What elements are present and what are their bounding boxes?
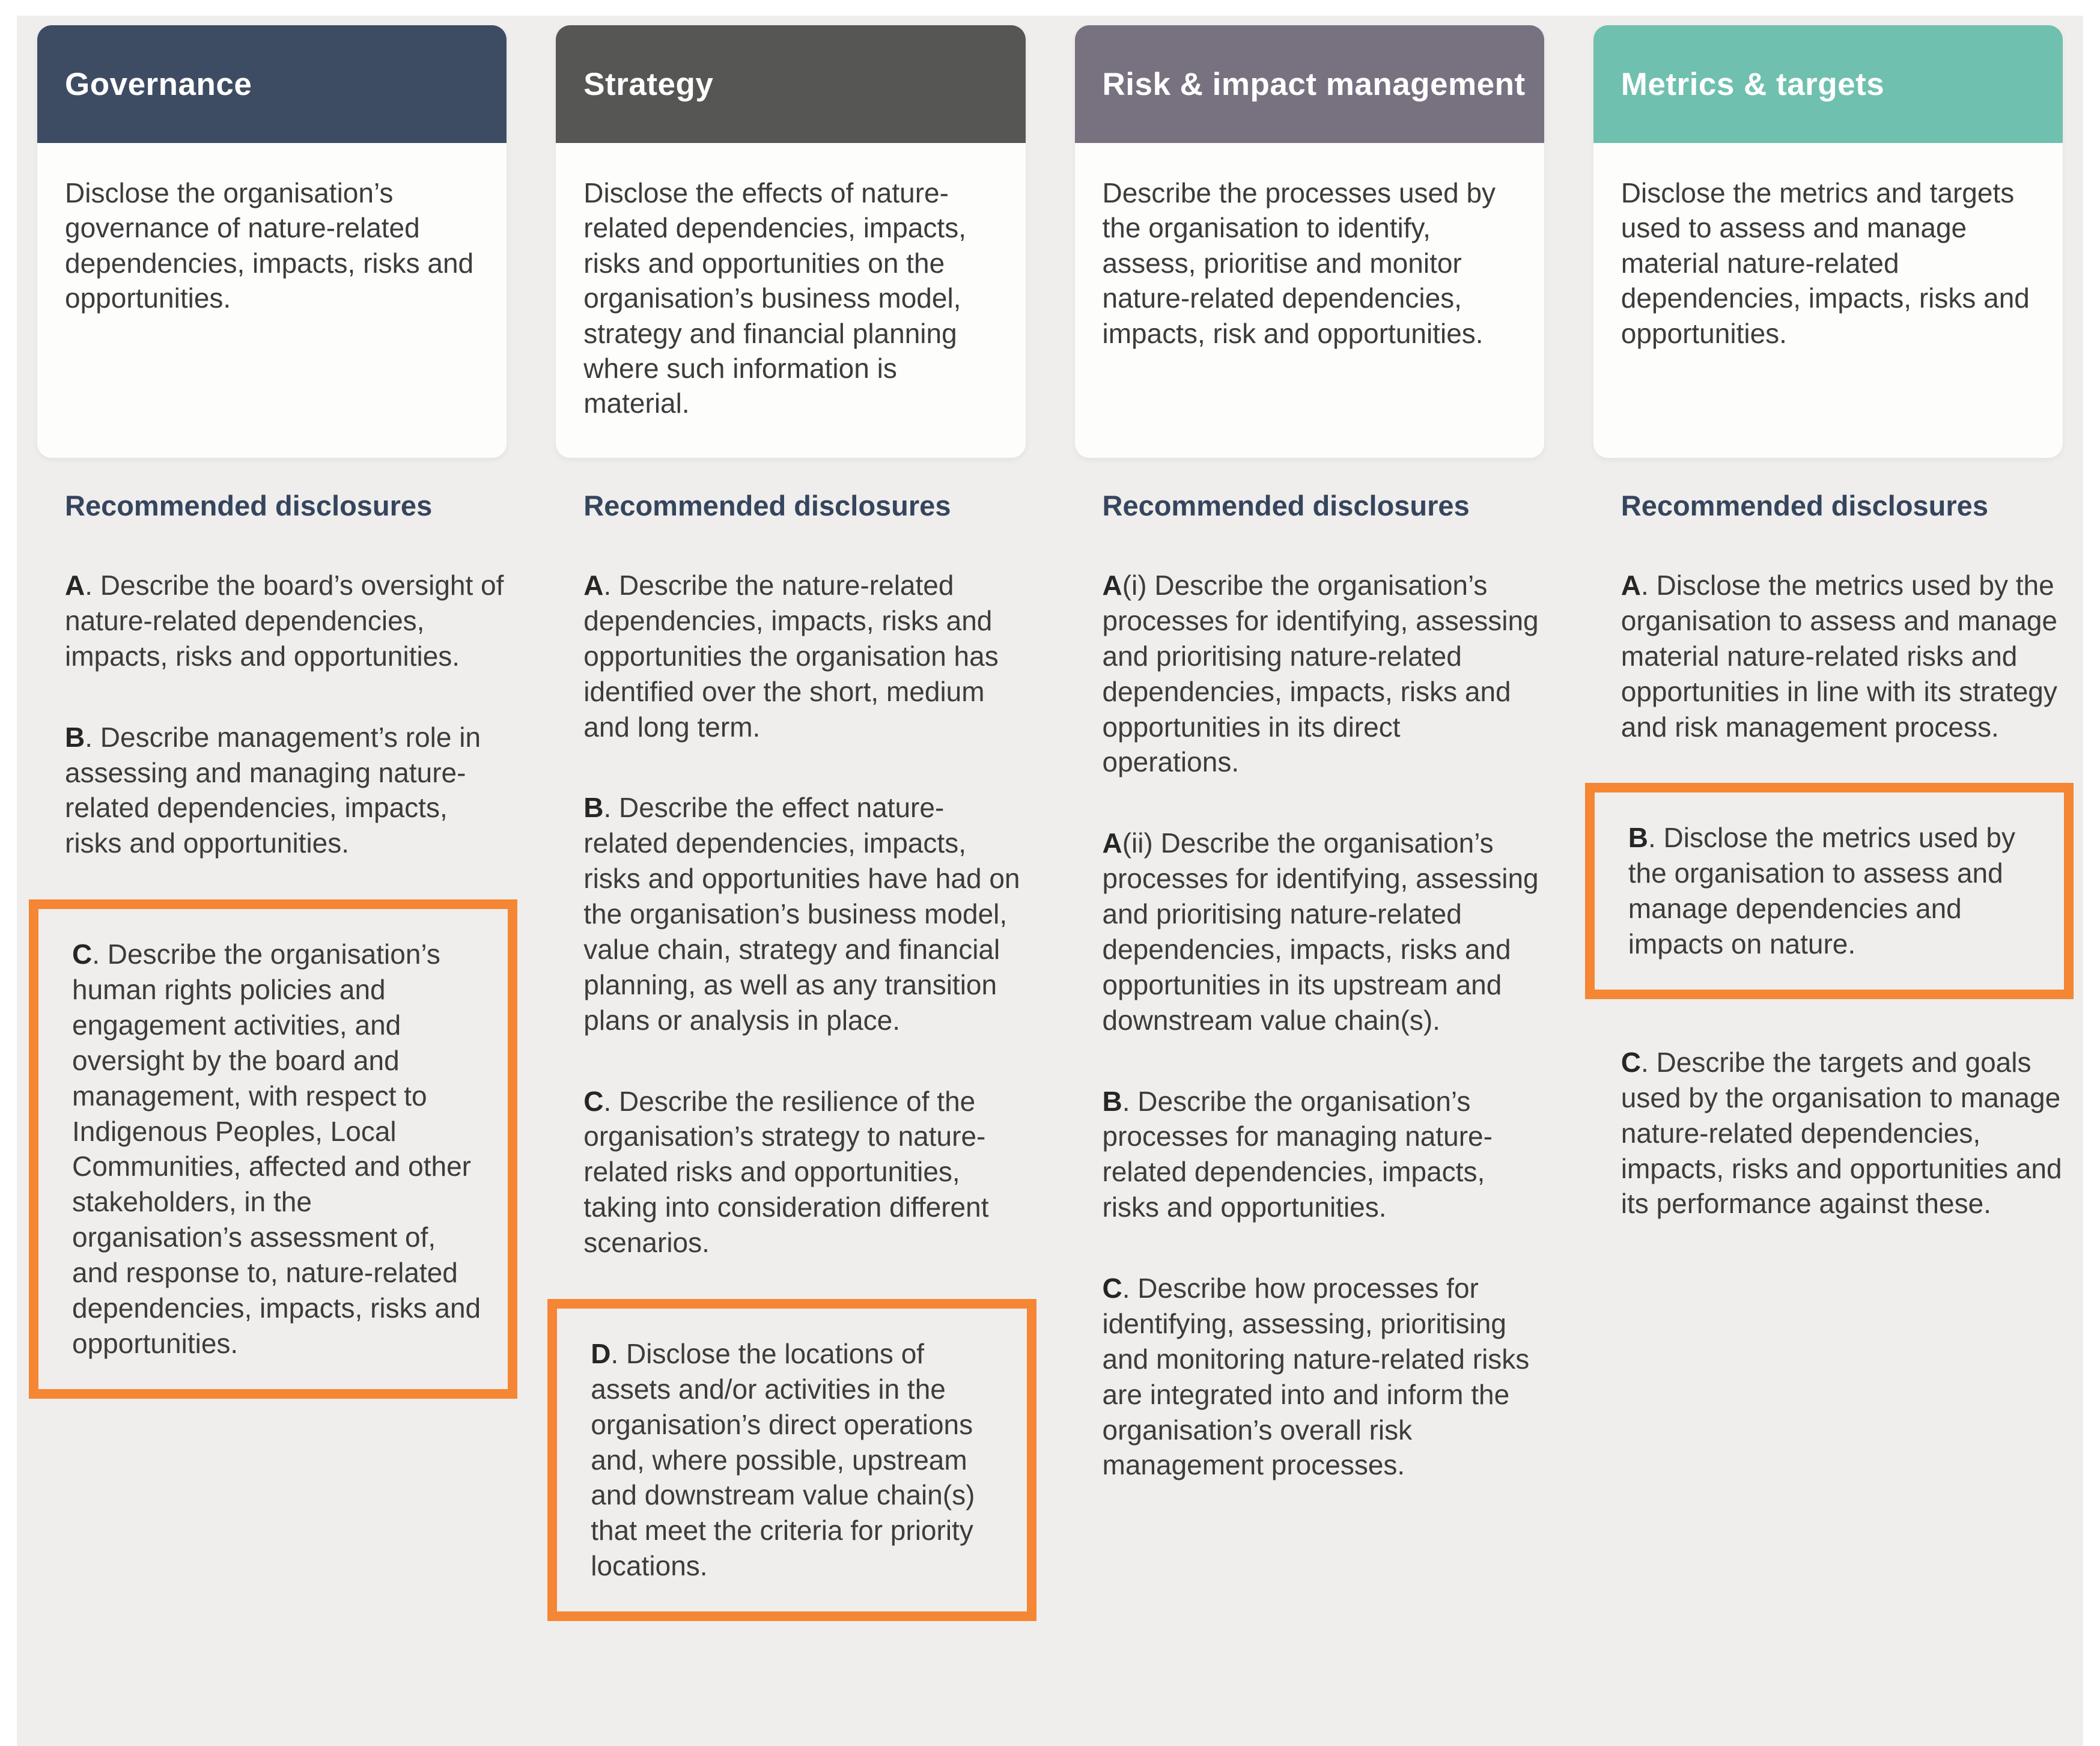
disclosure-item-label: C bbox=[583, 1085, 604, 1117]
disclosure-item bbox=[1103, 1084, 1544, 1226]
disclosure-item-label-suffix: . bbox=[92, 938, 108, 970]
disclosure-item-text: Describe the organisation’s processes for identifying, assessing and prioritising nature-related dependencies, impacts, risks and opportunities in its direct operations. bbox=[1102, 570, 1539, 778]
disclosure-item-text: Describe how processes for identifying, assessing, prioritising and monitoring nature-related risks are integrated into and inform the organisation’s overall risk management processes. bbox=[1102, 1273, 1530, 1481]
disclosure-item-label-suffix: (i) bbox=[1122, 570, 1155, 601]
disclosure-item-text: Describe the board’s oversight of nature-related dependencies, impacts, risks and opportunities. bbox=[65, 570, 504, 672]
highlighted-disclosure-item bbox=[29, 899, 517, 1399]
disclosure-item-text: Describe the organisation’s processes for identifying, assessing and prioritising nature-related dependencies, impacts, risks and opportunities in its upstream and downstream value chain(s). bbox=[1102, 827, 1539, 1036]
pillar-title: Governance bbox=[65, 66, 252, 102]
disclosure-item-label: A bbox=[1102, 827, 1122, 859]
disclosure-item-text: Disclose the metrics used by the organisation to assess and manage dependencies and impacts on nature. bbox=[1628, 822, 2015, 960]
disclosure-item-label: D bbox=[591, 1337, 611, 1369]
disclosure-item-label: B bbox=[65, 721, 85, 753]
highlighted-disclosure-item bbox=[547, 1299, 1036, 1621]
disclosure-item bbox=[1103, 826, 1544, 1038]
disclosure-list bbox=[1593, 522, 2063, 1221]
disclosure-item bbox=[583, 790, 1025, 1038]
disclosure-item-label-suffix: . bbox=[610, 1337, 627, 1369]
pillar-header bbox=[1593, 25, 2063, 143]
disclosure-item-label-suffix: . bbox=[603, 570, 619, 601]
disclosure-item-label: B bbox=[1102, 1085, 1122, 1117]
disclosure-list bbox=[1075, 522, 1544, 1483]
pillar-description: Disclose the metrics and targets used to assess and manage material nature-related dependencies, impacts, risks and opportunities. bbox=[1621, 177, 2030, 349]
pillar-card bbox=[1075, 25, 1544, 458]
pillar-description: Disclose the effects of nature-related dependencies, impacts, risks and opportunities on the organisation’s business model, strategy and financial planning where such information is material. bbox=[583, 177, 966, 419]
disclosure-item-label-suffix: . bbox=[85, 570, 100, 601]
disclosure-list bbox=[37, 522, 507, 1399]
disclosure-item bbox=[65, 720, 507, 862]
disclosure-item bbox=[1103, 568, 1544, 780]
pillar-header bbox=[1075, 25, 1544, 143]
pillar-header bbox=[37, 25, 507, 143]
pillar-title: Strategy bbox=[583, 66, 714, 102]
disclosure-item-label-suffix: . bbox=[603, 1085, 619, 1117]
recommended-disclosures-heading: Recommended disclosures bbox=[1621, 490, 1988, 522]
disclosure-item-label: A bbox=[65, 570, 85, 601]
recommended-disclosures-heading: Recommended disclosures bbox=[1102, 490, 1470, 522]
pillar-column-risk-impact-management bbox=[1075, 25, 1544, 1621]
highlighted-disclosure-item bbox=[1585, 783, 2074, 999]
disclosure-item bbox=[1103, 1271, 1544, 1483]
recommended-disclosures-heading: Recommended disclosures bbox=[583, 490, 951, 522]
pillar-header bbox=[556, 25, 1025, 143]
disclosure-item bbox=[1621, 1045, 2063, 1221]
disclosure-item-label-suffix: . bbox=[1122, 1273, 1138, 1304]
disclosure-item-label-suffix: . bbox=[1648, 822, 1664, 854]
pillar-column-governance bbox=[37, 25, 507, 1621]
disclosure-item-text: Describe the nature-related dependencies, impacts, risks and opportunities the organisation has identified over the short, medium and long term. bbox=[583, 570, 999, 743]
disclosure-item-label: A bbox=[1102, 570, 1122, 601]
disclosure-item-text: Describe the organisation’s human rights policies and engagement activities, and oversight by the board and management, with respect to Indigenous Peoples, Local Communities, affected and other stakeholders, in the organisation’s assessment of, and response to, nature-related dependencies, impacts, risks and opportunities. bbox=[72, 938, 481, 1359]
disclosure-item-label: B bbox=[1628, 822, 1648, 854]
disclosure-item bbox=[1621, 568, 2063, 744]
pillar-grid bbox=[17, 16, 2083, 1621]
pillar-card bbox=[37, 25, 507, 458]
disclosure-item bbox=[583, 1084, 1025, 1261]
pillar-title: Risk & impact management bbox=[1102, 66, 1526, 102]
disclosure-item-label-suffix: (ii) bbox=[1122, 827, 1161, 859]
disclosure-item-text: Disclose the locations of assets and/or activities in the organisation’s direct operations and, where possible, upstream and downstream value chain(s) that meet the criteria for priority locations. bbox=[591, 1337, 975, 1582]
pillar-card bbox=[556, 25, 1025, 458]
pillar-card bbox=[1593, 25, 2063, 458]
pillar-title: Metrics & targets bbox=[1621, 66, 1885, 102]
disclosure-item-text: Describe management’s role in assessing and managing nature-related dependencies, impacts, risks and opportunities. bbox=[65, 721, 481, 859]
pillar-column-strategy bbox=[556, 25, 1025, 1621]
pillar-description: Disclose the organisation’s governance of nature-related dependencies, impacts, risks and opportunities. bbox=[65, 177, 474, 314]
disclosure-item bbox=[583, 568, 1025, 744]
disclosure-item-label-suffix: . bbox=[85, 721, 100, 753]
disclosure-item-label-suffix: . bbox=[603, 792, 619, 824]
pillar-column-metrics-targets bbox=[1593, 25, 2063, 1621]
disclosure-item-label: C bbox=[1621, 1046, 1641, 1078]
pillar-description: Describe the processes used by the organisation to identify, assess, prioritise and monitor nature-related dependencies, impacts, risk and opportunities. bbox=[1102, 177, 1496, 349]
disclosure-item-label: C bbox=[1102, 1273, 1122, 1304]
disclosure-list bbox=[556, 522, 1025, 1621]
disclosure-item-text: Describe the resilience of the organisation’s strategy to nature-related risks and opportunities, taking into consideration different scenarios. bbox=[583, 1085, 989, 1258]
disclosure-item-label: A bbox=[583, 570, 604, 601]
disclosure-item-label-suffix: . bbox=[1640, 570, 1657, 601]
disclosure-item bbox=[65, 568, 507, 674]
disclosure-item-text: Disclose the metrics used by the organisation to assess and manage material nature-related risks and opportunities in line with its strategy and risk management process. bbox=[1621, 570, 2058, 743]
disclosure-item-label-suffix: . bbox=[1640, 1046, 1657, 1078]
disclosure-item-label-suffix: . bbox=[1122, 1085, 1138, 1117]
disclosure-item-text: Describe the targets and goals used by the organisation to manage nature-related dependencies, impacts, risks and opportunities and its performance against these. bbox=[1621, 1046, 2062, 1220]
disclosure-item-text: Describe the effect nature-related dependencies, impacts, risks and opportunities have had on the organisation’s business model, value chain, strategy and financial planning, as well as any transition plans or analysis in place. bbox=[583, 792, 1020, 1036]
tnfd-disclosure-board bbox=[17, 16, 2083, 1746]
disclosure-item-text: Describe the organisation’s processes for managing nature-related dependencies, impacts, risks and opportunities. bbox=[1102, 1085, 1493, 1223]
disclosure-item-label: A bbox=[1621, 570, 1641, 601]
recommended-disclosures-heading: Recommended disclosures bbox=[65, 490, 433, 522]
disclosure-item-label: B bbox=[583, 792, 604, 824]
disclosure-item-label: C bbox=[72, 938, 93, 970]
